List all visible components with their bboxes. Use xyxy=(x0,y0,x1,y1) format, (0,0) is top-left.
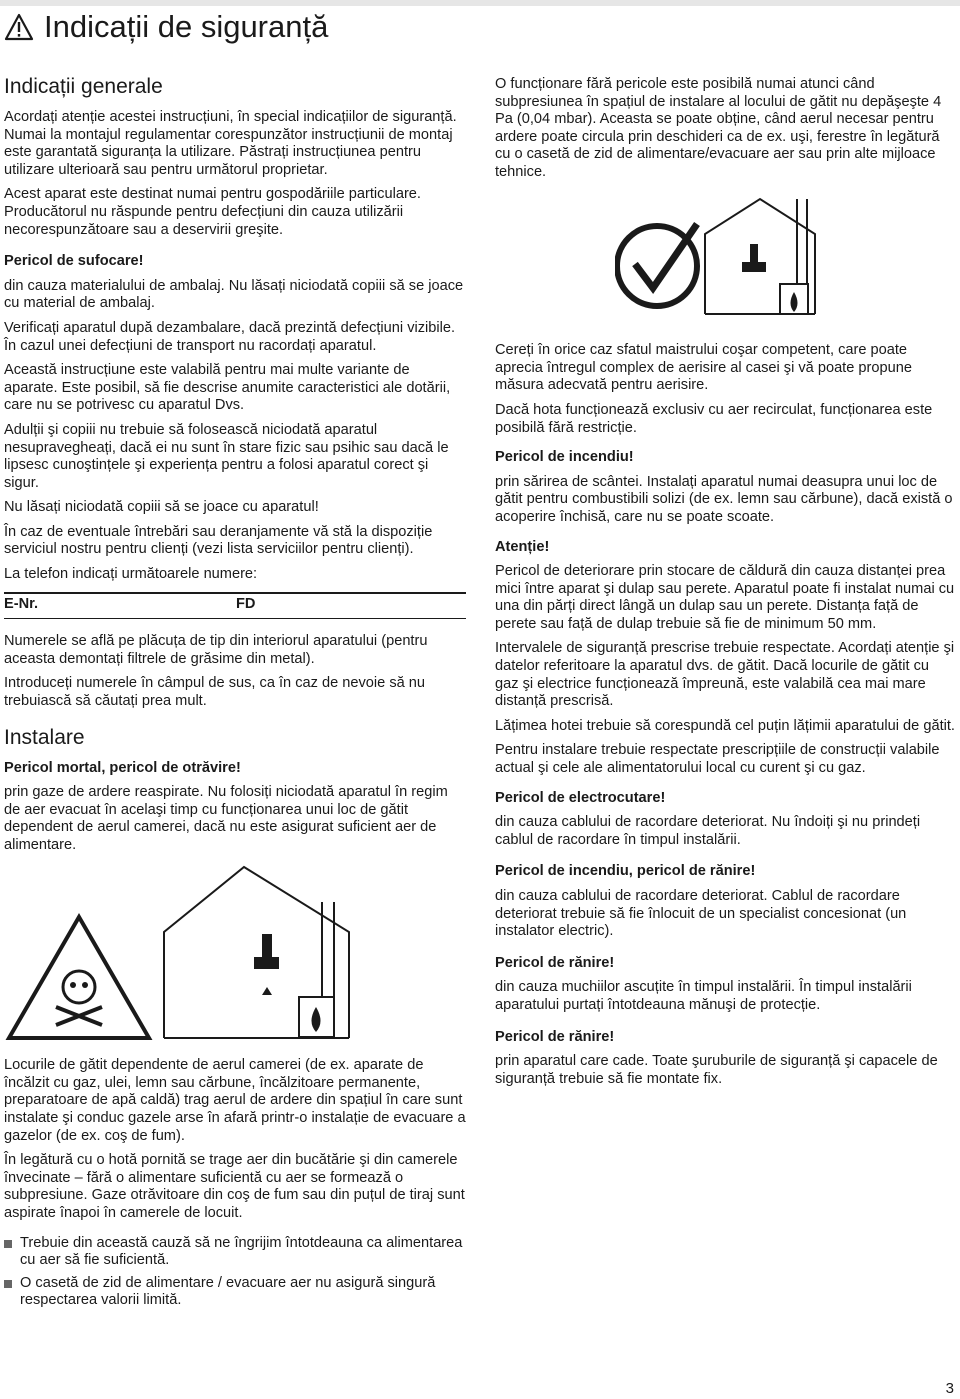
bullet-icon xyxy=(4,1280,12,1288)
paragraph: În legătură cu o hotă pornită se trage aer din bucătărie şi din camerele învecinate – fără o alimentare suficientă cu aer se formează o subpresiune. Gaze otrăvitoare din coş de fum sau din puțul de tiraj sunt aspirate înapoi în camerele de locuit. xyxy=(4,1152,465,1221)
mortal-danger-heading: Pericol mortal, pericol de otrăvire! xyxy=(4,759,241,776)
paragraph: prin aparatul care cade. Toate şuruburile de siguranță şi capacele de siguranță trebuie să fie montate fix. xyxy=(495,1053,938,1087)
paragraph: din cauza cablului de racordare deteriorat. Nu îndoiți şi nu prindeți cablul de racordare în timpul instalării. xyxy=(495,814,921,848)
paragraph: din cauza muchiilor ascuțite în timpul instalării. În timpul instalării aparatului purtați întotdeauna mănuşi de protecție. xyxy=(495,979,912,1013)
paragraph: Cereți în orice caz sfatul maistrului coşar competent, care poate aprecia întregul complex de aerisire al casei şi vă poate propune măsura adecvată pentru aerisire. xyxy=(495,342,912,394)
page-title-text: Indicații de siguranță xyxy=(44,9,329,44)
paragraph: Numerele se află pe plăcuța de tip din interiorul aparatului (pentru aceasta demontați filtrele de grăsime din metal). xyxy=(4,633,428,667)
paragraph: din cauza materialului de ambalaj. Nu lăsați niciodată copiii să se joace cu material de ambalaj. xyxy=(4,277,464,312)
enr-fd-field xyxy=(4,592,466,620)
electrocution-warning-heading: Pericol de electrocutare! xyxy=(495,789,666,806)
injury-warning-heading: Pericol de rănire! xyxy=(495,954,615,971)
list-item-text: O casetă de zid de alimentare / evacuare aer nu asigură singură respectarea valorii limită. xyxy=(20,1274,436,1309)
paragraph: Locurile de gătit dependente de aerul camerei (de ex. aparate de încălzit cu gaz, ulei, lemn sau cărbune, încălzitoare permanente, preparatoare de apă caldă) trag aerul de ardere din spațiul în care sunt instalate şi conduc gazele arse în afară printr-o instalație de evacuare a gazelor (de ex. coş de fum). xyxy=(4,1057,466,1144)
install-heading: Instalare xyxy=(4,725,85,749)
page-title xyxy=(4,10,328,44)
paragraph: prin gaze de ardere reaspirate. Nu folosiți niciodată aparatul în regim de aer evacuat în acelaşi timp cu funcționarea unui loc de gătit dependent de aerul camerei, dacă nu este asigurat suficient aer de alimentare. xyxy=(4,784,448,853)
paragraph: Adulții şi copiii nu trebuie să folosească niciodată aparatul nesupravegheați, dacă ei nu sunt în stare fizic sau psihic sau dacă le lipsesc cunoştințele şi experiența pentru a folosi aparatul corect şi sigur. xyxy=(4,421,449,491)
suffocation-warning-heading: Pericol de sufocare! xyxy=(4,253,144,270)
paragraph: Verificați aparatul după dezambalare, dacă prezintă defecțiuni vizibile. În cazul unei defecțiuni de transport nu racordați aparatul. xyxy=(4,319,456,354)
paragraph: Pentru instalare trebuie respectate prescripțiile de construcții valabile actual şi cele ale alimentatorului local cu curent şi cu gaz. xyxy=(495,742,940,777)
poison-hazard-illustration xyxy=(4,862,466,1048)
paragraph: Lățimea hotei trebuie să corespundă cel puțin lățimii aparatului de gătit. xyxy=(495,717,955,734)
attention-heading: Atenție! xyxy=(495,538,550,555)
paragraph: La telefon indicați următoarele numere: xyxy=(4,566,258,583)
top-bar xyxy=(0,0,960,6)
warning-triangle-icon xyxy=(4,13,34,41)
paragraph: prin sărirea de scântei. Instalați aparatul numai deasupra unui loc de gătit pentru combustibili solizi (de ex. lemn sau cărbune), dacă există o acoperire închisă, care nu se poate scoate. xyxy=(495,473,953,525)
skull-icon xyxy=(63,971,95,1003)
left-column xyxy=(4,74,466,1315)
injury-warning-heading: Pericol de rănire! xyxy=(495,1028,615,1045)
paragraph: din cauza cablului de racordare deteriorat. Cablul de racordare deteriorat trebuie să fie înlocuit de un specialist concesionat (un instalator electric). xyxy=(495,888,907,940)
paragraph: O funcționare fără pericole este posibilă numai atunci când subpresiunea în spațiul de instalare al locului de gătit nu depăşeşte 4 Pa (0,04 mbar). Aceasta se poate obține, când aerul necesar pentru ardere poate circula prin deschideri ca de ex. uşi, ferestre în legătură cu o casetă de zid de alimentare/evacuare aer sau prin alte mijloace tehnice. xyxy=(495,76,942,180)
bullet-icon xyxy=(4,1240,12,1248)
fd-label: FD xyxy=(236,595,256,612)
paragraph: Introduceți numerele în câmpul de sus, ca în caz de nevoie să nu trebuiască să căutați prea mult. xyxy=(4,675,426,710)
general-heading: Indicații generale xyxy=(4,75,163,98)
paragraph: În caz de eventuale întrebări sau deranjamente vă stă la dispoziție serviciul nostru pentru clienți (vezi lista serviciilor pentru clienți). xyxy=(4,523,433,558)
paragraph: Nu lăsați niciodată copiii să se joace cu aparatul! xyxy=(4,499,319,516)
fire-warning-heading: Pericol de incendiu! xyxy=(495,449,634,466)
paragraph: Acest aparat este destinat numai pentru gospodăriile particulare. Producătorul nu răspunde pentru defecțiuni din cauza utilizării necorespunzătoare sau a deservirii greşite. xyxy=(4,186,421,238)
page-number: 3 xyxy=(945,1380,954,1397)
fire-injury-warning-heading: Pericol de incendiu, pericol de rănire! xyxy=(495,863,756,880)
right-column xyxy=(495,76,955,1095)
paragraph: Dacă hota funcționează exclusiv cu aer recirculat, funcționarea este posibilă fără restricție. xyxy=(495,401,933,436)
paragraph: Intervalele de siguranță prescrise trebuie respectate. Acordați atenție şi datelor referitoare la aparatul dvs. de gătit. Dacă locurile de gătit cu gaz şi electrice funcționează împreună, este valabilă cea mai mare distanță prescrisă. xyxy=(495,640,955,710)
paragraph: Această instrucțiune este valabilă pentru mai multe variante de aparate. Este posibil, să fie descrise anumite caracteristici ale dotării, care nu se potrivesc cu aparatul Dvs. xyxy=(4,362,451,414)
enr-label: E-Nr. xyxy=(4,595,39,612)
paragraph: Pericol de deteriorare prin stocare de căldură din cauza distanței prea mici între aparat şi dulap sau perete. Aparatul poate fi instalat numai cu una din părți direct lângă un dulap sau un perete. Distanța față de perete sau față de dulap trebuie să fie de minimum 50 mm. xyxy=(495,563,955,632)
ventilation-ok-illustration xyxy=(615,194,955,325)
list-item-text: Trebuie din această cauză să ne îngrijim întotdeauna ca alimentarea cu aer să fie suficientă. xyxy=(20,1234,463,1269)
paragraph: Acordați atenție acestei instrucțiuni, în special indicațiilor de siguranță. Numai la montajul regulamentar corespunzător instrucțiunii de montaj este garantată siguranța la utilizare. Păstrați instrucțiunea pentru utilizare ulterioară sau pentru următorul proprietar. xyxy=(4,109,457,178)
list-item xyxy=(4,1235,466,1270)
list-item xyxy=(4,1275,466,1310)
